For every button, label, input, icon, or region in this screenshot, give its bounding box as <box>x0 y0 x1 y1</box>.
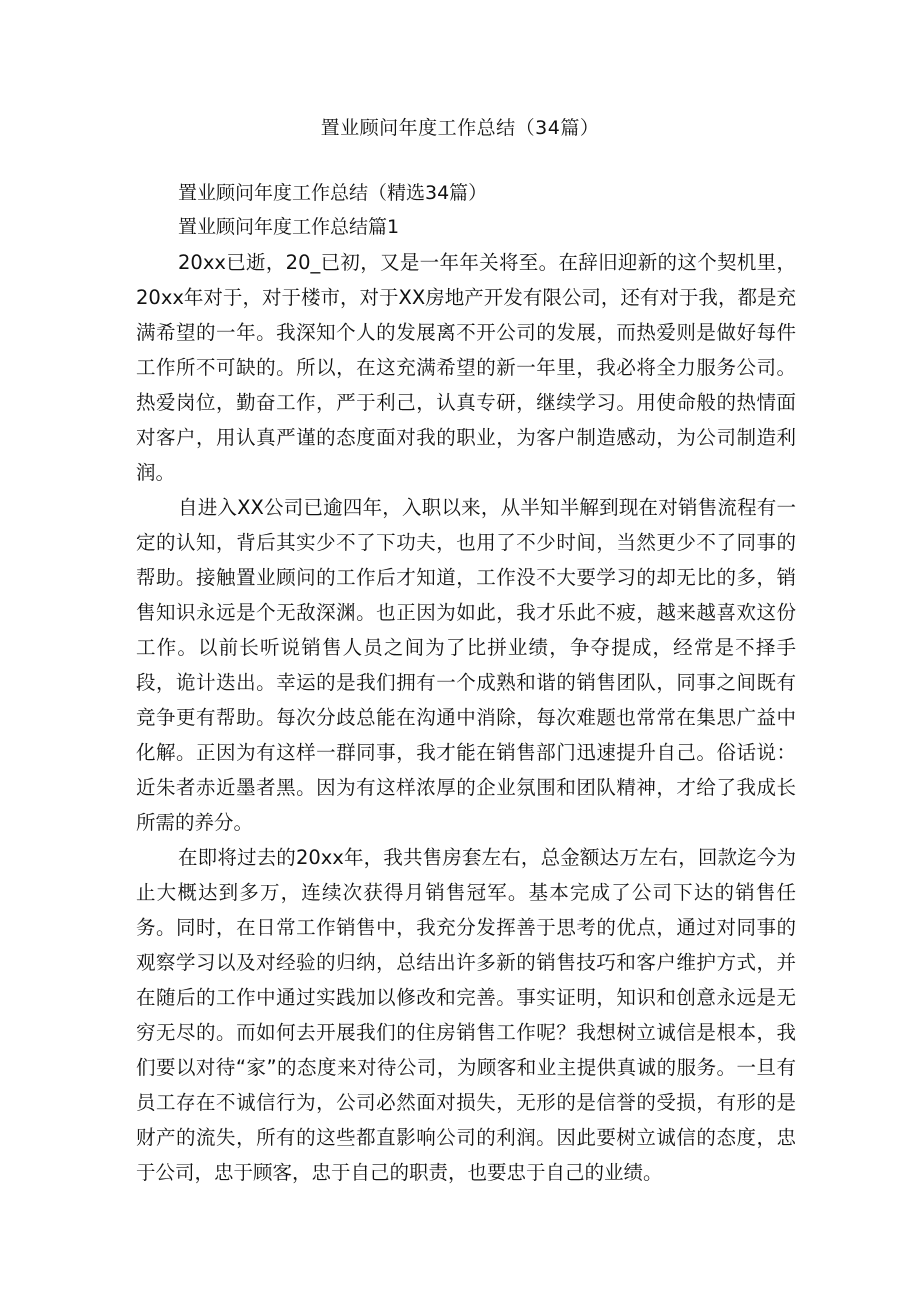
document-body <box>136 245 796 1190</box>
paragraph-1: 20xx已逝，20_已初，又是一年年关将至。在辞旧迎新的这个契机里，20xx年对于，对于楼市，对于XX房地产开发有限公司，还有对于我，都是充满希望的一年。我深知个人的发展离不开公司的发展，而热爱则是做好每件工作所不可缺的。所以，在这充满希望的新一年里，我必将全力服务公司。热爱岗位，勤奋工作，严于利己，认真专研，继续学习。用使命般的热情面对客户，用认真严谨的态度面对我的职业，为客户制造感动，为公司制造利润。 <box>136 251 796 484</box>
document-title: 置业顾问年度工作总结（34篇） <box>320 117 600 139</box>
paragraph-2: 自进入XX公司已逾四年，入职以来，从半知半解到现在对销售流程有一定的认知，背后其实少不了下功夫，也用了不少时间，当然更少不了同事的帮助。接触置业顾问的工作后才知道，工作没不大要学习的却无比的多，销售知识永远是个无敌深渊。也正因为如此，我才乐此不疲，越来越喜欢这份工作。以前长听说销售人员之间为了比拼业绩，争夺提成，经常是不择手段，诡计迭出。幸运的是我们拥有一个成熟和谐的销售团队，同事之间既有竞争更有帮助。每次分歧总能在沟通中消除，每次难题也常常在集思广益中化解。正因为有这样一群同事，我才能在销售部门迅速提升自己。俗话说：近朱者赤近墨者黑。因为有这样浓厚的企业氛围和团队精神，才给了我成长所需的养分。 <box>136 496 796 834</box>
paragraph-3: 在即将过去的20xx年，我共售房套左右，总金额达万左右，回款迄今为止大概达到多万，连续次获得月销售冠军。基本完成了公司下达的销售任务。同时，在日常工作销售中，我充分发挥善于思考的优点，通过对同事的观察学习以及对经验的归纳，总结出许多新的销售技巧和客户维护方式，并在随后的工作中通过实践加以修改和完善。事实证明，知识和创意永远是无穷无尽的。而如何去开展我们的住房销售工作呢？我想树立诚信是根本，我们要以对待“家”的态度来对待公司，为顾客和业主提供真诚的服务。一旦有员工存在不诚信行为，公司必然面对损失，无形的是信誉的受损，有形的是财产的流失，所有的这些都直影响公司的利润。因此要树立诚信的态度，忠于公司，忠于顾客，忠于自己的职责，也要忠于自己的业绩。 <box>136 846 796 1184</box>
document-subtitle: 置业顾问年度工作总结（精选34篇） <box>178 182 488 204</box>
section-heading: 置业顾问年度工作总结篇1 <box>178 216 400 238</box>
